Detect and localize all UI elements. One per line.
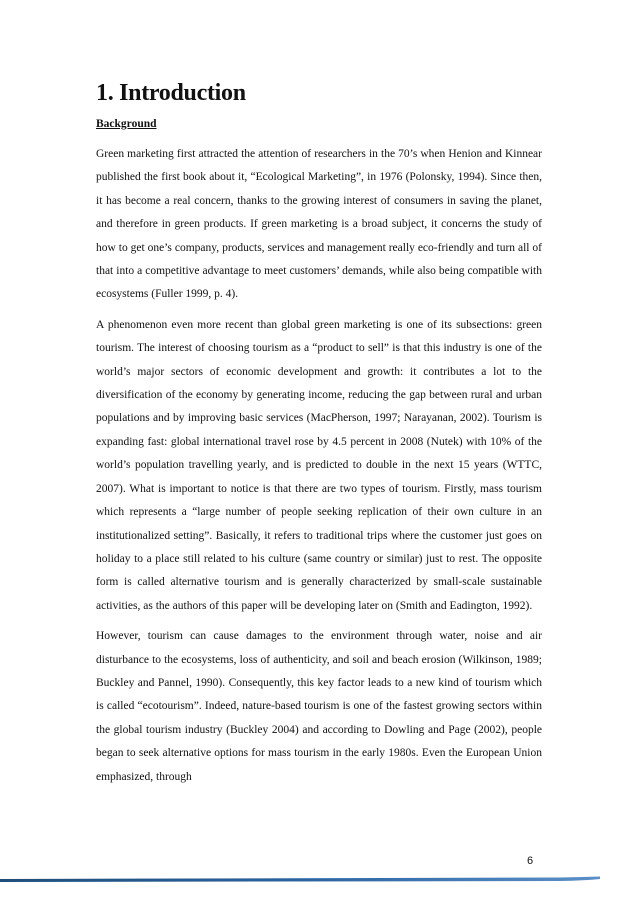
paragraph-3: However, tourism can cause damages to the environment through water, noise and air disturbance to the ecosystems, loss of authenticity, and soil and beach erosion (Wilkinson, 1989; Buckley and Pannel, 1990). Consequently, this key factor leads to a new kind of tourism which is called “ecotourism”. Indeed, nature-based tourism is one of the fastest growing sectors within the global tourism industry (Buckley 2004) and according to Dowling and Page (2002), people began to seek alternative options for mass tourism in the early 1980s. Even the European Union emphasized, through xyxy=(96,630,542,783)
page-number: 6 xyxy=(527,855,534,867)
footer-rule xyxy=(0,876,600,884)
subsection-heading: Background xyxy=(96,118,157,130)
section-heading: 1. Introduction xyxy=(96,80,246,106)
page-content xyxy=(96,78,542,796)
paragraph-2: A phenomenon even more recent than global green marketing is one of its subsections: green tourism. The interest of choosing tourism as a “product to sell” is that this industry is one of the world’s major sectors of economic development and growth: it contributes a lot to the diversification of the economy by generating income, reducing the gap between rural and urban populations and by improving basic services (MacPherson, 1997; Narayanan, 2002). Tourism is expanding fast: global international travel rose by 4.5 percent in 2008 (Nutek) with 10% of the world’s population travelling yearly, and is predicted to double in the next 15 years (WTTC, 2007). What is important to notice is that there are two types of tourism. Firstly, mass tourism which represents a “large number of people seeking replication of their own culture in an institutionalized setting”. Basically, it refers to traditional trips where the customer just goes on holiday to a place still related to his culture (same country or similar) just to rest. The opposite form is called alternative tourism and is generally characterized by small-scale sustainable activities, as the authors of this paper will be developing later on (Smith and Eadington, 1992). xyxy=(96,318,542,612)
paragraph-1: Green marketing first attracted the attention of researchers in the 70’s when Henion and Kinnear published the first book about it, “Ecological Marketing”, in 1976 (Polonsky, 1994). Since then, it has become a real concern, thanks to the growing interest of consumers in saving the planet, and therefore in green products. If green marketing is a broad subject, it concerns the study of how to get one’s company, products, services and management really eco-friendly and turn all of that into a competitive advantage to meet customers’ demands, while also being compatible with ecosystems (Fuller 1999, p. 4). xyxy=(96,148,542,301)
